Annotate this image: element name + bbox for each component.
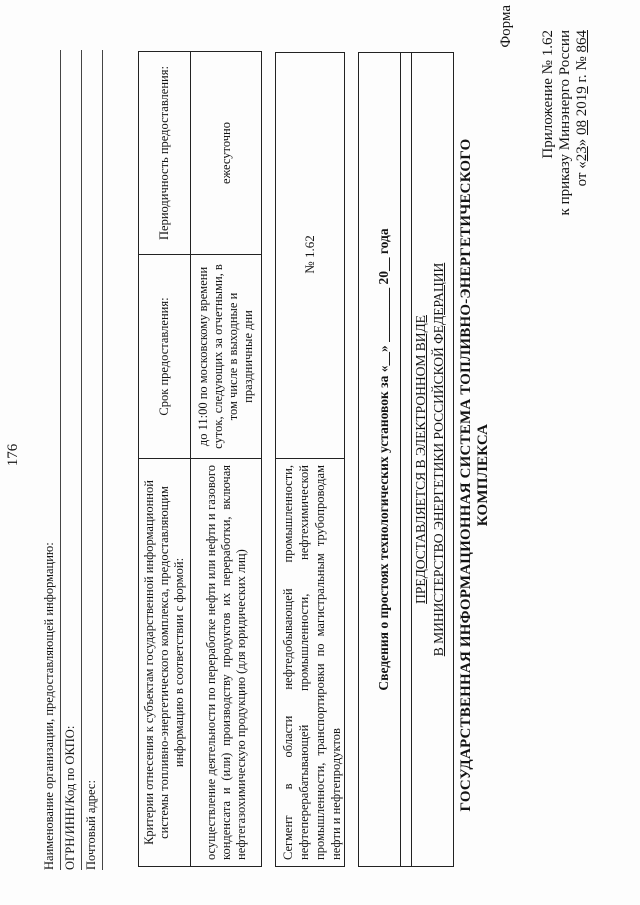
criteria-header: Критерии отнесения к субъектам государственной информационной системы топливно-энергетического комплекса, предоставляющим информацию в соответствии с формой:	[139, 459, 191, 867]
segment-text: Сегмент в области нефтедобывающей промышленности, нефтеперерабатывающей промышленности, нефтехимической промышленности, транспортировки по магистральным трубопроводам нефти и нефтепродуктов	[276, 458, 344, 866]
report-title: Сведения о простоях технологических установок за «__» ________ 20__ года	[376, 228, 391, 691]
criteria-table	[138, 51, 262, 867]
postal-address-field: Почтовый адрес:	[82, 50, 103, 870]
form-label: Форма	[498, 5, 514, 48]
deadline-value: до 11:00 по московскому времени суток, следующих за отчетными, в том числе в выходные и праздничные дни	[191, 255, 262, 459]
periodicity-header: Периодичность предоставления:	[139, 52, 191, 255]
deadline-header: Срок предоставления:	[139, 255, 191, 459]
organization-info	[40, 50, 103, 870]
submission-line-2: В МИНИСТЕРСТВО ЭНЕРГЕТИКИ РОССИЙСКОЙ ФЕДЕРАЦИИ	[431, 262, 446, 657]
appendix-block	[540, 30, 591, 360]
order-month: 08	[574, 120, 590, 136]
appendix-line-3: от «23» 08 2019 г. № 864	[574, 30, 590, 187]
periodicity-value: ежесуточно	[191, 52, 262, 255]
page-number: 176	[5, 443, 21, 467]
order-year-digit: 9	[574, 86, 590, 94]
criteria-value: осуществление деятельности по переработке нефти или нефти и газового конденсата и (или) производству продуктов их переработки, включая нефтегазохимическую продукцию (для юридических лиц)	[191, 459, 262, 867]
order-number: 864	[574, 30, 590, 53]
segment-box	[275, 52, 345, 867]
criteria-data-row	[191, 52, 262, 867]
appendix-line-1: Приложение № 1.62	[540, 30, 556, 159]
order-day: 23	[574, 146, 590, 162]
appendix-line-2: к приказу Минэнерго России	[557, 30, 573, 216]
report-title-box	[358, 52, 412, 867]
criteria-header-row	[139, 52, 191, 867]
org-name-field: Наименование организации, предоставляющей информацию:	[40, 50, 61, 870]
org-ids-field: ОГРН/ИНН/Код по ОКПО:	[61, 50, 82, 870]
main-title: ГОСУДАРСТВЕННАЯ ИНФОРМАЦИОННАЯ СИСТЕМА ТОПЛИВНО-ЭНЕРГЕТИЧЕСКОГО КОМПЛЕКСА	[458, 138, 491, 812]
submission-line-1: ПРЕДОСТАВЛЯЕТСЯ В ЭЛЕКТРОННОМ ВИДЕ	[413, 315, 428, 604]
form-number: № 1.62	[302, 235, 317, 274]
